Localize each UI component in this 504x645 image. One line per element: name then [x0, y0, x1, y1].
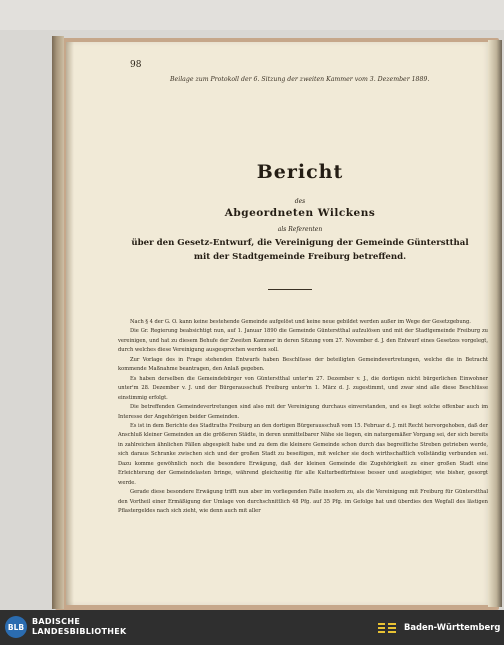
title-block	[110, 0, 490, 300]
body-paragraph: Zur Vorlage des in Frage stehenden Entwurfs haben Beschlüsse der beteiligten Gemeindevertretungen, welche die in Betracht kommende Maßnahme beantragen, den Anlaß gegeben.	[118, 356, 488, 373]
running-header: Beilage zum Protokoll der 6. Sitzung der zweiten Kammer vom 3. Dezember 1889.	[170, 76, 430, 83]
page-gutter-shadow	[66, 42, 74, 605]
body-paragraph: Es ist in dem Berichte des Stadtraths Freiburg an den dortigen Bürgerausschuß vom 15. Februar d. J. mit Recht hervorgehoben, daß der Anschluß kleiner Gemeinden an die größeren Städte, in deren unmittelbarer Nähe sie liegen, ein naturgemäßer Vorgang sei, der sich bereits in zahlreichen ähnlichen Fällen abgespielt habe und zu dem die kleinere Gemeinde schon durch das begreifliche Streben getrieben werde, sich daraus Schranke zwischen sich und der großen Stadt zu beseitigen, mit welcher sie doch wirthschaftlich vollständig verbunden sei. Dazu komme gewöhnlich noch die besondere Erwägung, daß der kleinen Gemeinde die Zugehörigkeit zu einer großen Stadt eine Erleichterung der Gemeindelasten bringe, während gleichzeitig für alle Kulturbedürfnisse besser und ausgiebiger, wie bisher, gesorgt werde.	[118, 422, 488, 486]
library-name[interactable]	[32, 617, 127, 637]
baden-wuerttemberg-lions-icon	[376, 620, 398, 636]
report-heading: Bericht	[256, 161, 344, 183]
subject-line-1: über den Gesetz-Entwurf, die Vereinigung der Gemeinde Günterstthal	[131, 238, 469, 248]
page-stack-edge	[488, 40, 502, 607]
state-label[interactable]: Baden-Württemberg	[404, 622, 501, 632]
body-paragraph: Gerade diese besondere Erwägung trifft nun aber im vorliegenden Falle insofern zu, als die Vereinigung mit Freiburg für Günterstthal den Vortheil einer Ermäßigung der Umlage von durchschnittlich 48 Pfg. auf 35 Pfg. im Gefolge hat und überdies den Wegfall des lästigen Pflastergeldes nach sich zieht, wie denn auch mit aller	[118, 489, 488, 515]
page-number: 98	[130, 60, 142, 70]
blb-logo-icon[interactable]: BLB	[5, 616, 27, 638]
body-text	[118, 318, 488, 517]
author-name: Abgeordneten Wilckens	[224, 207, 376, 219]
body-paragraph: Nach § 4 der G. O. kann keine bestehende Gemeinde aufgelöst und keine neue gebildet werden außer im Wege der Gesetzgebung.	[130, 319, 471, 325]
title-role: als Referenten	[277, 226, 323, 233]
library-name-line2: LANDESBIBLIOTHEK	[32, 627, 127, 636]
subject-line-2: mit der Stadtgemeinde Freiburg betreffend.	[193, 252, 407, 262]
book-spine	[52, 36, 64, 609]
library-name-line1: BADISCHE	[32, 617, 81, 626]
title-des: des	[294, 198, 306, 205]
body-paragraph: Die Gr. Regierung beabsichtigt nun, auf 1. Januar 1890 die Gemeinde Günterstthal aufzulösen und mit der Stadtgemeinde Freiburg zu vereinigen, und hat zu diesem Behufe der Zweiten Kammer in deren Sitzung vom 27. November d. J. den Entwurf eines Gesetzes vorgelegt, durch welches diese Vereinigung ausgesprochen werden soll.	[118, 328, 488, 354]
body-paragraph: Es haben derselben die Gemeindebürger von Günterstthal unter'm 27. Dezember v. J., die dortigen nicht bürgerlichen Einwohner unter'm 28. Dezember v. J. und der Bürgerausschuß Freiburg unter'm 1. März d. J. zugestimmt, und zwar sind alle diese Beschlüsse einstimmig erfolgt.	[118, 375, 488, 401]
body-paragraph: Die betreffenden Gemeindevertretungen sind also mit der Vereinigung durchaus einverstanden, und es liegt solche offenbar auch im Interesse der Angehörigen beider Gemeinden.	[118, 404, 488, 420]
title-divider	[268, 289, 312, 290]
